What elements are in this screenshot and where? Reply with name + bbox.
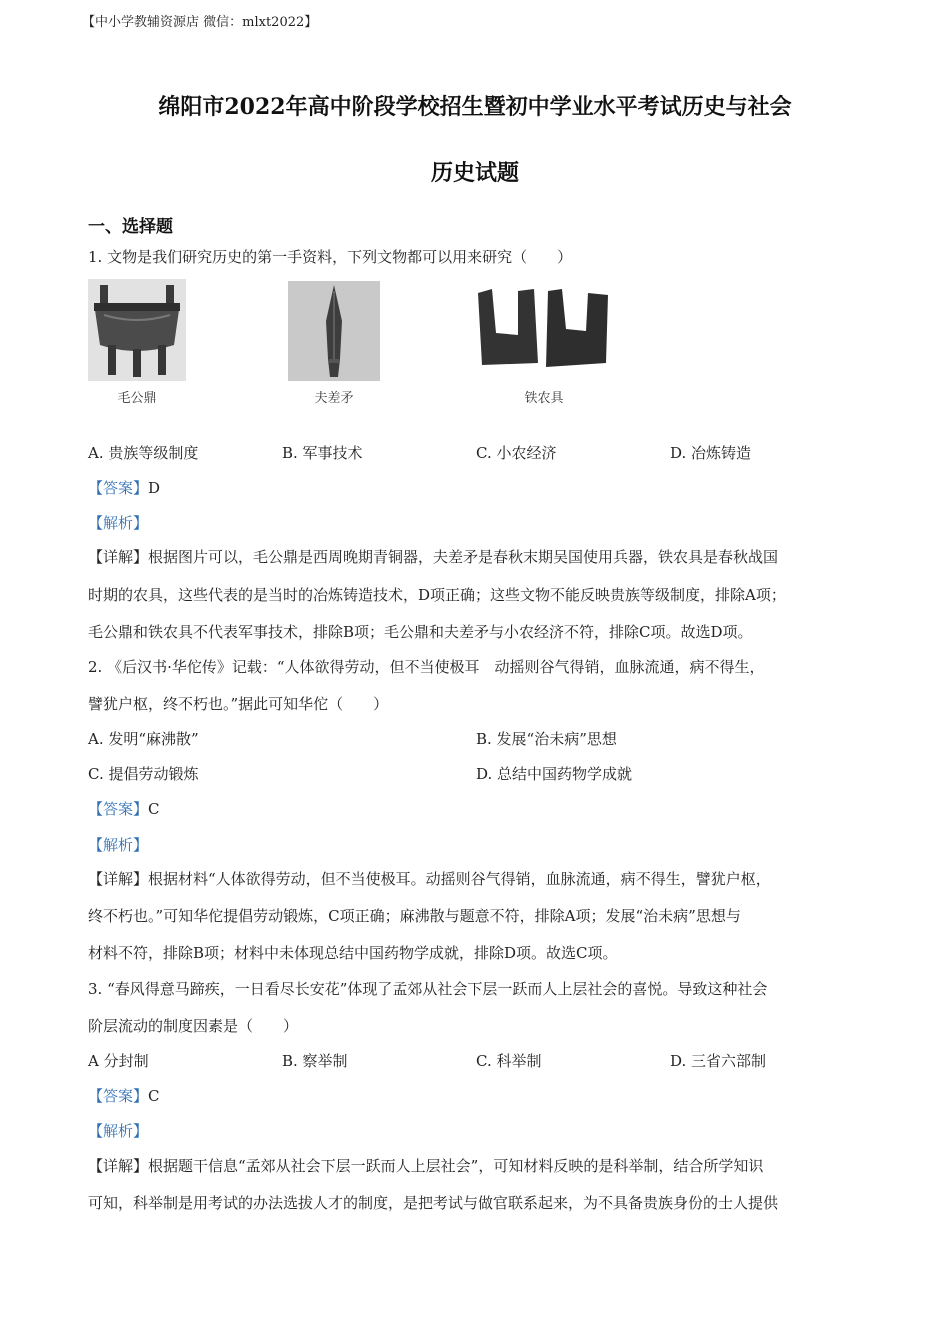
page-header: 【中小学教辅资源店 微信：mlxt2022】 [82, 15, 318, 30]
q3-option-c: C. 科举制 [476, 1052, 542, 1070]
exam-title: 绵阳市2022年高中阶段学校招生暨初中学业水平考试历史与社会 [158, 94, 792, 120]
q2-detail-line: 终不朽也。”可知华佗提倡劳动锻炼，C项正确；麻沸散与题意不符，排除A项；发展“治未病”思想与 [88, 907, 741, 925]
q2-answer [88, 798, 160, 819]
q1-detail-line: 毛公鼎和铁农具不代表军事技术，排除B项；毛公鼎和夫差矛与小农经济不符，排除C项。故选D项。 [88, 623, 753, 641]
answer-value: C [148, 800, 160, 818]
q1-option-a: A. 贵族等级制度 [88, 444, 199, 462]
q2-option-d: D. 总结中国药物学成就 [476, 765, 633, 783]
q1-detail-line: 时期的农具，这些代表的是当时的冶炼铸造技术，D项正确；这些文物不能反映贵族等级制度，排除A项； [88, 586, 786, 604]
q3-detail-line: 可知，科举制是用考试的办法选拔人才的制度，是把考试与做官联系起来，为不具备贵族身份的士人提供 [88, 1194, 779, 1212]
detail-tag: 【详解】 [88, 1157, 149, 1175]
answer-value: C [148, 1087, 160, 1105]
q1-option-b: B. 军事技术 [282, 444, 363, 462]
detail-text: 根据材料“人体欲得劳动，但不当使极耳。动摇则谷气得销，血脉流通，病不得生，譬犹户枢， [148, 870, 771, 888]
answer-tag: 【答案】 [88, 1087, 149, 1105]
q3-answer [88, 1085, 160, 1106]
fuchai-spear-image [288, 281, 380, 381]
detail-text: 根据图片可以，毛公鼎是西周晚期青铜器，夫差矛是春秋末期吴国使用兵器，铁农具是春秋战国 [148, 548, 779, 566]
exam-subtitle: 历史试题 [430, 160, 519, 186]
section-heading: 一、选择题 [88, 217, 173, 237]
q2-stem: 2. 《后汉书·华佗传》记载：“人体欲得劳动，但不当使极耳 动摇则谷气得销，血脉流通，病不得生， [88, 658, 765, 676]
q3-analysis-tag: 【解析】 [88, 1122, 149, 1140]
iron-tools-caption: 铁农具 [524, 391, 564, 406]
maogong-ding-caption: 毛公鼎 [117, 391, 157, 406]
answer-tag: 【答案】 [88, 479, 149, 497]
q2-option-c: C. 提倡劳动锻炼 [88, 765, 199, 783]
q3-option-a: A 分封制 [88, 1052, 149, 1070]
q2-option-a: A. 发明“麻沸散” [88, 730, 199, 748]
maogong-ding-image [88, 279, 186, 381]
detail-tag: 【详解】 [88, 548, 149, 566]
q2-detail-line [88, 868, 771, 889]
detail-text: 根据题干信息“孟郊从社会下层一跃而人上层社会”，可知材料反映的是科举制，结合所学知识 [148, 1157, 764, 1175]
q2-analysis-tag: 【解析】 [88, 836, 149, 854]
q1-stem: 1. 文物是我们研究历史的第一手资料，下列文物都可以用来研究（ ） [88, 248, 573, 266]
q3-stem: 3. “春风得意马蹄疾，一日看尽长安花”体现了孟郊从社会下层一跃而人上层社会的喜悦。导致这种社会 [88, 980, 768, 998]
answer-value: D [148, 479, 161, 497]
q3-stem: 阶层流动的制度因素是（ ） [88, 1017, 299, 1035]
fuchai-spear-caption: 夫差矛 [314, 391, 354, 406]
q2-stem: 譬犹户枢，终不朽也。”据此可知华佗（ ） [88, 695, 389, 713]
q1-answer [88, 477, 160, 498]
q1-option-c: C. 小农经济 [476, 444, 557, 462]
q3-option-d: D. 三省六部制 [670, 1052, 767, 1070]
q1-detail-line [88, 546, 778, 567]
q2-option-b: B. 发展“治未病”思想 [476, 730, 617, 748]
q1-analysis-tag: 【解析】 [88, 514, 149, 532]
detail-tag: 【详解】 [88, 870, 149, 888]
q1-option-d: D. 冶炼铸造 [670, 444, 752, 462]
q3-detail-line [88, 1155, 763, 1176]
answer-tag: 【答案】 [88, 800, 149, 818]
q2-detail-line: 材料不符，排除B项；材料中未体现总结中国药物学成就，排除D项。故选C项。 [88, 944, 618, 962]
iron-tools-image [474, 283, 614, 381]
q3-option-b: B. 察举制 [282, 1052, 348, 1070]
